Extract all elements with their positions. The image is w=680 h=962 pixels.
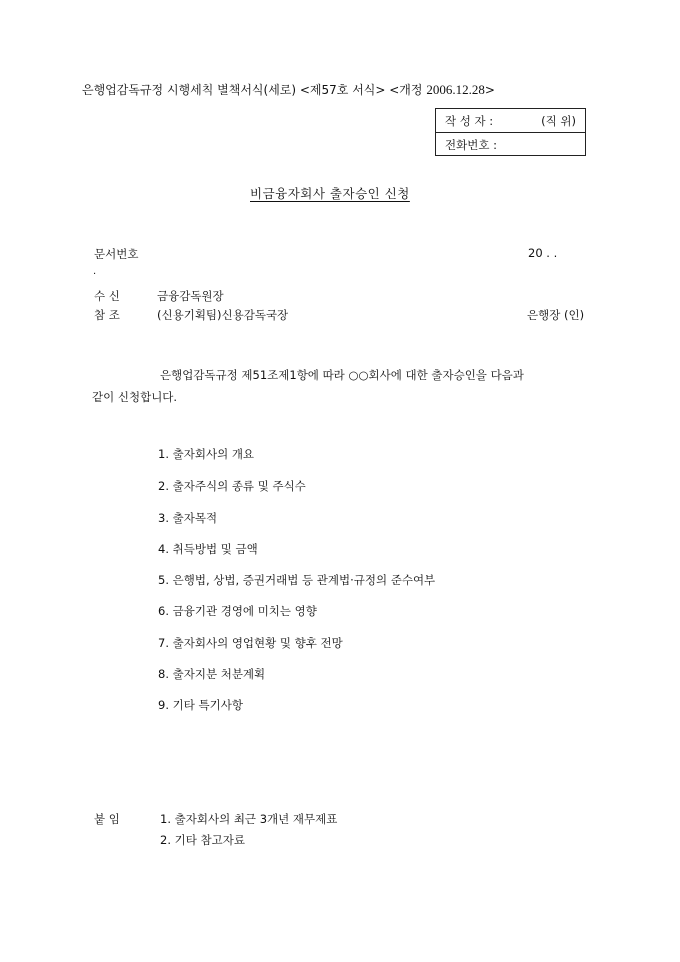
form-header-suffix: > — [484, 83, 495, 97]
list-item: 2. 출자주식의 종류 및 주식수 — [158, 479, 306, 493]
attachment-label: 붙 임 — [94, 812, 120, 826]
recipient-value: 금융감독원장 — [157, 289, 224, 303]
list-item: 6. 금융기관 경영에 미치는 영향 — [158, 604, 317, 618]
form-header-date: 2006.12.28 — [426, 82, 485, 97]
date-field: 20 . . — [528, 246, 558, 260]
position-label: (직 위) — [541, 114, 576, 128]
reference-value: (신용기획팀)신용감독국장 — [157, 308, 289, 322]
list-item: 4. 취득방법 및 금액 — [158, 542, 258, 556]
doc-number-label: 문서번호 — [94, 247, 139, 261]
author-row — [436, 109, 585, 133]
form-header-prefix: 은행업감독규정 시행세칙 별책서식(세로) <제57호 서식> <개정 — [82, 83, 427, 97]
recipient-label: 수 신 — [94, 289, 120, 303]
reference-label: 참 조 — [94, 308, 120, 322]
author-box — [435, 108, 586, 156]
list-item: 7. 출자회사의 영업현황 및 향후 전망 — [158, 636, 343, 650]
attachment-item: 1. 출자회사의 최근 3개년 재무제표 — [160, 812, 338, 826]
list-item: 8. 출자지분 처분계획 — [158, 667, 266, 681]
phone-row — [436, 133, 585, 156]
list-item: 9. 기타 특기사항 — [158, 698, 243, 712]
list-item: 1. 출자회사의 개요 — [158, 447, 255, 461]
document-title: 비금융자회사 출자승인 신청 — [250, 186, 410, 201]
author-label: 작 성 자 : — [445, 114, 494, 128]
list-item: 5. 은행법, 상법, 증권거래법 등 관계법·규정의 준수여부 — [158, 573, 436, 587]
body-text-line-1: 은행업감독규정 제51조제1항에 따라 ○○회사에 대한 출자승인을 다음과 — [160, 368, 524, 382]
phone-label: 전화번호 : — [445, 138, 497, 152]
attachment-item: 2. 기타 참고자료 — [160, 833, 245, 847]
stray-mark: . — [93, 266, 97, 277]
signer: 은행장 (인) — [527, 308, 585, 322]
list-item: 3. 출자목적 — [158, 511, 218, 525]
body-text-line-2: 같이 신청합니다. — [92, 390, 178, 404]
form-header — [82, 81, 495, 98]
